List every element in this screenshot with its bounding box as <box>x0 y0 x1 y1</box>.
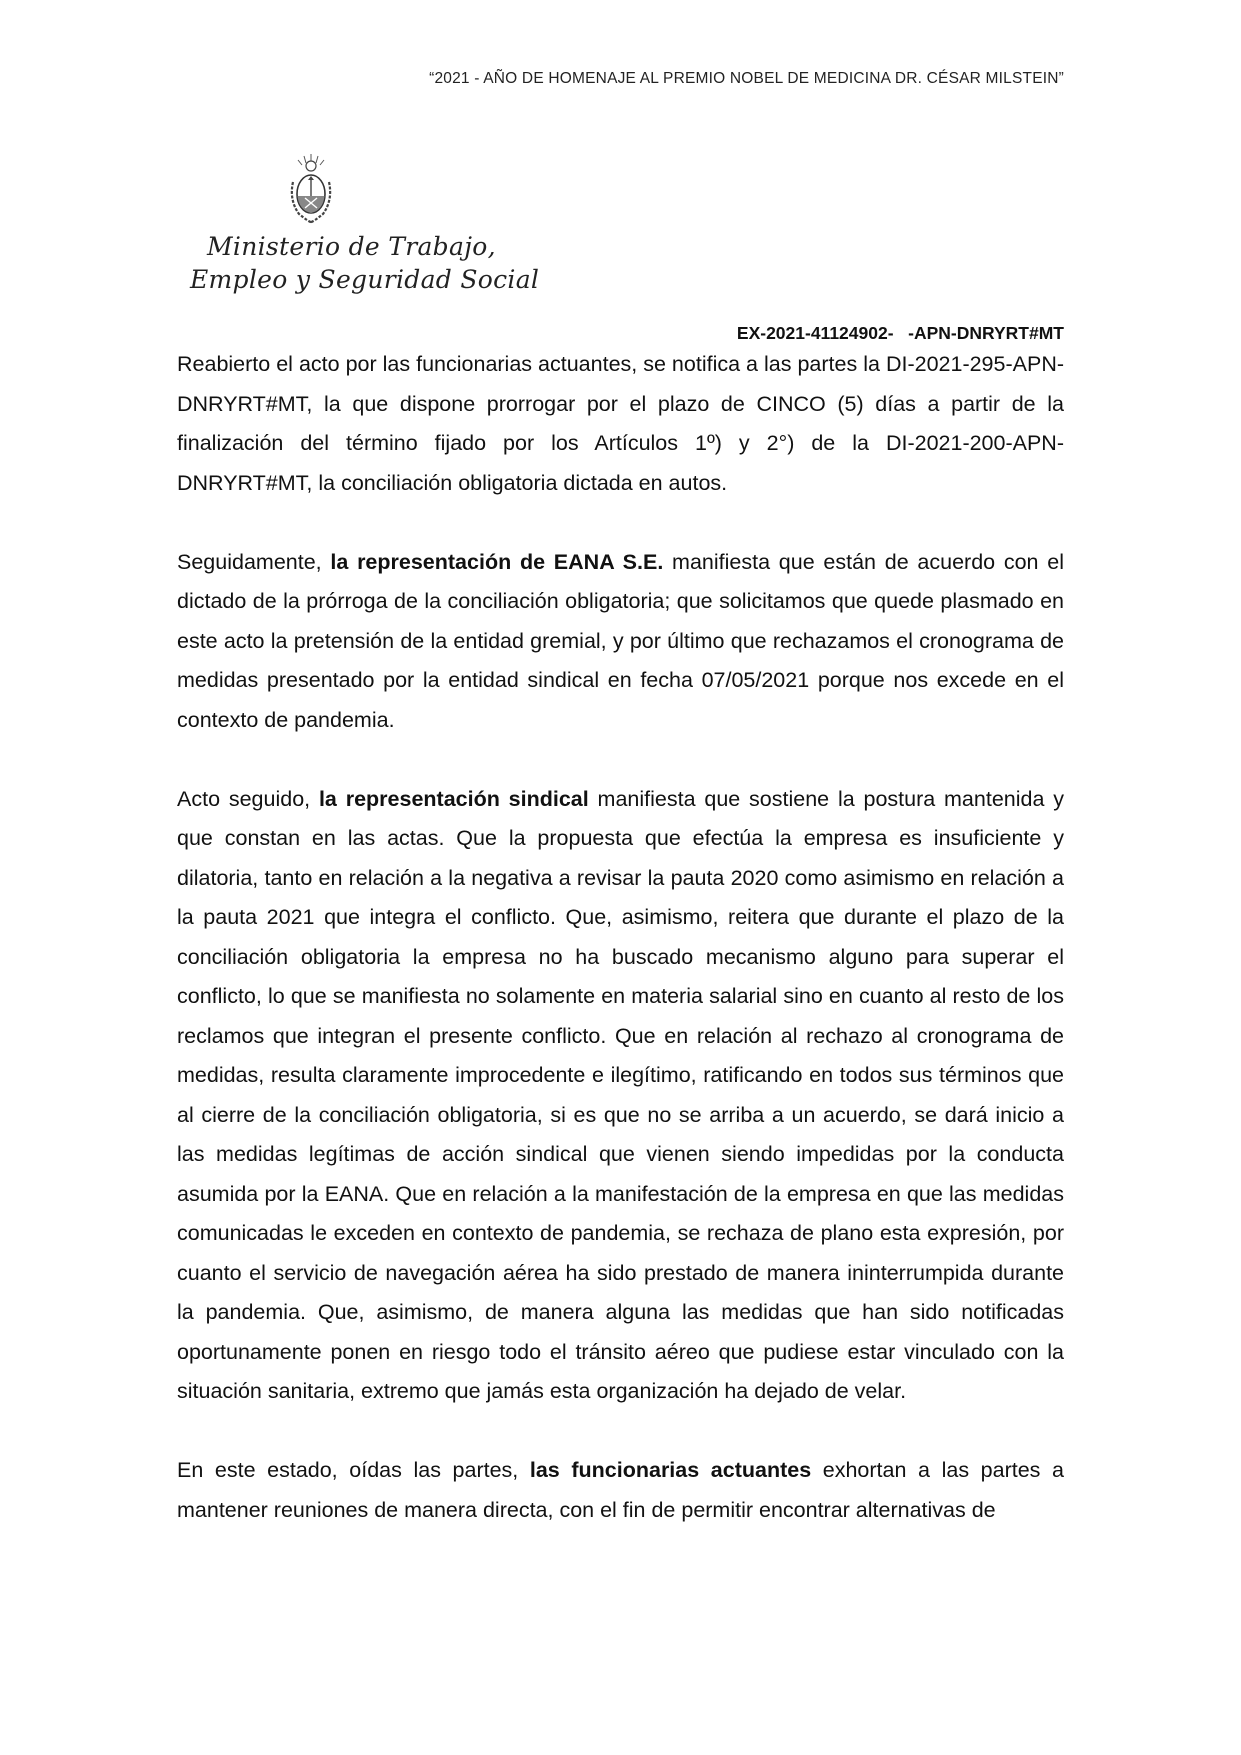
paragraph-2-bold: la representación de EANA S.E. <box>330 549 664 574</box>
paragraph-3 <box>177 780 1064 1412</box>
paragraph-4-rest: exhortan a las partes a mantener reuniones de manera directa, con el fin de permitir encontrar alternativas de <box>177 1458 1064 1522</box>
paragraph-4 <box>177 1451 1064 1530</box>
paragraph-2-lead: Seguidamente, <box>177 549 331 574</box>
document-body <box>177 345 1064 1570</box>
ministry-line-2: Empleo y Seguridad Social <box>190 265 540 294</box>
coat-of-arms-icon <box>285 152 337 224</box>
paragraph-4-bold: las funcionarias actuantes <box>529 1458 812 1482</box>
paragraph-3-bold: la representación sindical <box>318 786 589 811</box>
paragraph-2-rest: manifiesta que están de acuerdo con el dictado de la prórroga de la conciliación obligatoria; que solicitamos que quede plasmado en este acto la pretensión de la entidad gremial, y por último que rechazamos el cronograma de medidas presentado por la entidad sindical en fecha 07/05/2021 porque nos excede en el contexto de pandemia. <box>177 549 1064 732</box>
ministry-line-1: Ministerio de Trabajo, <box>207 232 496 261</box>
paragraph-2 <box>177 543 1064 741</box>
year-motto: “2021 - AÑO DE HOMENAJE AL PREMIO NOBEL DE MEDICINA DR. CÉSAR MILSTEIN” <box>429 70 1064 87</box>
paragraph-4-lead: En este estado, oídas las partes, <box>177 1458 530 1482</box>
ministry-logo-text <box>190 230 539 296</box>
paragraph-3-rest: manifiesta que sostiene la postura mantenida y que constan en las actas. Que la propuesta que efectúa la empresa es insuficiente y dilatoria, tanto en relación a la negativa a revisar la pauta 2020 como asimismo en relación a la pauta 2021 que integra el conflicto. Que, asimismo, reitera que durante el plazo de la conciliación obligatoria la empresa no ha buscado mecanismo alguno para superar el conflicto, lo que se manifiesta no solamente en materia salarial sino en cuanto al resto de los reclamos que integran el presente conflicto. Que en relación al rechazo al cronograma de medidas, resulta claramente improcedente e ilegítimo, ratificando en todos sus términos que al cierre de la conciliación obligatoria, si es que no se arriba a un acuerdo, se dará inicio a las medidas legítimas de acción sindical que vienen siendo impedidas por la conducta asumida por la EANA. Que en relación a la manifestación de la empresa en que las medidas comunicadas le exceden en contexto de pandemia, se rechaza de plano esta expresión, por cuanto el servicio de navegación aérea ha sido prestado de manera ininterrumpida durante la pandemia. Que, asimismo, de manera alguna las medidas que han sido notificadas oportunamente ponen en riesgo todo el tránsito aéreo que pudiese estar vinculado con la situación sanitaria, extremo que jamás esta organización ha dejado de velar. <box>177 786 1064 1403</box>
file-number: EX-2021-41124902- -APN-DNRYRT#MT <box>736 323 1064 343</box>
paragraph-1: Reabierto el acto por las funcionarias actuantes, se notifica a las partes la DI-2021-295-APN-DNRYRT#MT, la que dispone prorrogar por el plazo de CINCO (5) días a partir de la finalización del término fijado por los Artículos 1º) y 2°) de la DI-2021-200-APN-DNRYRT#MT, la conciliación obligatoria dictada en autos. <box>177 352 1064 495</box>
paragraph-3-lead: Acto seguido, <box>177 786 319 811</box>
